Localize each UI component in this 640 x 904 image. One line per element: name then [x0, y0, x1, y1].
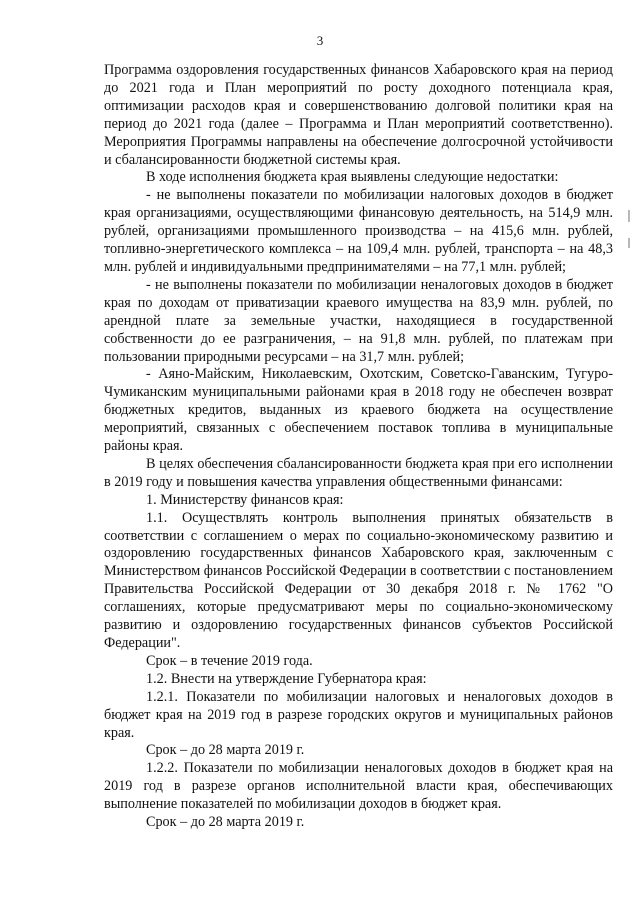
- paragraph-program-intro: Программа оздоровления государственных финансов Хабаровского края на период до 2021 года и План мероприятий по росту доходного потенциала края, оптимизации расходов края и совершенствованию долговой политики края на период до 2021 года (далее – Программа и План мероприятий соответственно). Мероприятия Программы направлены на обеспечение долгосрочной устойчивости и сбалансированности бюджетной системы края.: [104, 62, 613, 168]
- heading-ministry-of-finance: 1. Министерству финансов края:: [146, 491, 344, 508]
- paragraph-budget-credits-not-returned: - Аяно-Майским, Николаевским, Охотским, Советско-Гаванским, Тугуро-Чумиканским муниципальными районами края в 2018 году не обеспечен возврат бюджетных кредитов, выданных из краевого бюджета на осуществление мероприятий, связанных с обеспечением поставок топлива в муниципальные районы края.: [104, 366, 613, 455]
- item-1-2-submit-to-governor: 1.2. Внести на утверждение Губернатора края:: [146, 670, 427, 687]
- deadline-item-1-2-2: Срок – до 28 марта 2019 г.: [146, 814, 305, 831]
- item-1-1-control-obligations: 1.1. Осуществлять контроль выполнения принятых обязательств в соответствии с соглашением о мерах по социально-экономическому развитию и оздоровлению государственных финансов Хабаровского края, заключенным с Министерством финансов Российской Федерации в соответствии с постановлением Правительства Российской Федерации от 30 декабря 2018 г. № 1762 "О соглашениях, которые предусматривают меры по социально-экономическому развитию и оздоровлению государственных финансов субъектов Российской Федерации".: [104, 509, 613, 651]
- paragraph-shortcomings-lead: В ходе исполнения бюджета края выявлены следующие недостатки:: [146, 169, 559, 186]
- deadline-item-1-2-1: Срок – до 28 марта 2019 г.: [146, 742, 305, 759]
- item-1-2-1-municipal-indicators: 1.2.1. Показатели по мобилизации налоговых и неналоговых доходов в бюджет края на 2019 год в разрезе городских округов и муниципальных районов края.: [104, 688, 613, 741]
- paragraph-balance-goals: В целях обеспечения сбалансированности бюджета края при его исполнении в 2019 году и повышения качества управления общественными финансами:: [104, 455, 613, 490]
- document-body: [104, 62, 613, 832]
- page-number: 3: [316, 33, 324, 48]
- scan-artifact-mark: [628, 238, 630, 248]
- scan-artifact-mark: [628, 210, 630, 222]
- deadline-item-1-1: Срок – в течение 2019 года.: [146, 652, 313, 669]
- paragraph-tax-revenue-shortfall: - не выполнены показатели по мобилизации налоговых доходов в бюджет края организациями, осуществляющими финансовую деятельность, на 514,9 млн. рублей, организациями промышленного производства – на 415,6 млн. рублей, топливно-энергетического комплекса – на 109,4 млн. рублей, транспорта – на 48,3 млн. рублей и индивидуальными предпринимателями – на 77,1 млн. рублей;: [104, 187, 613, 275]
- item-1-2-2-executive-indicators: 1.2.2. Показатели по мобилизации неналоговых доходов в бюджет края на 2019 год в разрезе органов исполнительной власти края, обеспечивающих выполнение показателей по мобилизации доходов в бюджет края.: [104, 760, 613, 813]
- paragraph-nontax-revenue-shortfall: - не выполнены показатели по мобилизации неналоговых доходов в бюджет края по доходам от приватизации краевого имущества на 83,9 млн. рублей, по арендной плате за земельные участки, находящиеся в государственной собственности до ее разграничения, – на 91,8 млн. рублей, по платежам при пользовании природными ресурсами – на 31,7 млн. рублей;: [104, 276, 613, 365]
